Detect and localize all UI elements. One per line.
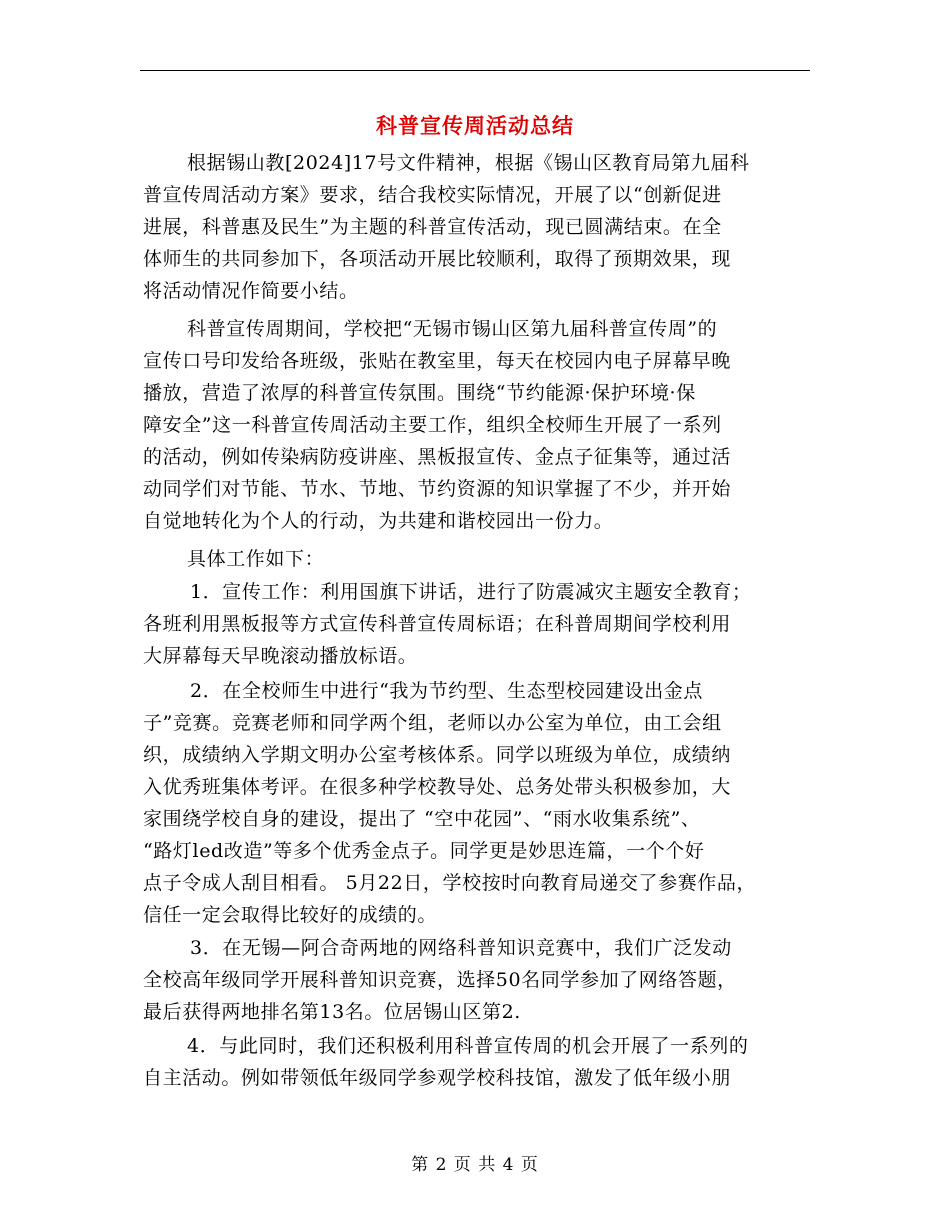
paragraph-line: “路灯led改造”等多个优秀金点子。同学更是妙思连篇，一个个好 [143,840,705,862]
paragraph-line: 播放，营造了浓厚的科普宣传氛围。围绕“节约能源·保护环境·保 [143,382,696,404]
paragraph-line: 将活动情况作简要小结。 [143,280,359,302]
paragraph-line: 普宣传周活动方案》要求，结合我校实际情况，开展了以“创新促进 [143,184,722,206]
paragraph-line: 科普宣传周期间，学校把“无锡市锡山区第九届科普宣传周”的 [187,318,718,340]
paragraph-line: 具体工作如下： [187,548,325,570]
paragraph-line: 障安全”这一科普宣传周活动主要工作，组织全校师生开展了一系列 [143,414,722,436]
paragraph-line: 全校高年级同学开展科普知识竞赛，选择50名同学参加了网络答题， [143,969,737,991]
paragraph-line: 信任一定会取得比较好的成绩的。 [143,904,438,926]
paragraph-line: 进展，科普惠及民生”为主题的科普宣传活动，现已圆满结束。在全 [143,216,722,238]
paragraph-line: 大屏幕每天早晚滚动播放标语。 [143,645,418,667]
page-number-footer: 第 2 页 共 4 页 [411,1155,539,1175]
paragraph-line: 自觉地转化为个人的行动，为共建和谐校园出一份力。 [143,510,614,532]
paragraph-line: 体师生的共同参加下，各项活动开展比较顺利，取得了预期效果，现 [143,248,732,270]
paragraph-line: 3．在无锡—阿合奇两地的网络科普知识竞赛中，我们广泛发动 [190,937,732,959]
paragraph-line: 的活动，例如传染病防疫讲座、黑板报宣传、金点子征集等，通过活 [143,446,732,468]
paragraph-line: 4．与此同时，我们还积极利用科普宣传周的机会开展了一系列的 [187,1035,749,1057]
paragraph-line: 最后获得两地排名第13名。位居锡山区第2. [143,1001,521,1023]
paragraph-line: 动同学们对节能、节水、节地、节约资源的知识掌握了不少，并开始 [143,478,732,500]
paragraph-line: 各班利用黑板报等方式宣传科普宣传周标语；在科普周期间学校利用 [143,613,732,635]
paragraph-line: 根据锡山教[2024]17号文件精神，根据《锡山区教育局第九届科 [187,152,750,174]
paragraph-line: 入优秀班集体考评。在很多种学校教导处、总务处带头积极参加，大 [143,776,732,798]
paragraph-line: 1．宣传工作：利用国旗下讲话，进行了防震减灾主题安全教育； [190,581,752,603]
paragraph-line: 织，成绩纳入学期文明办公室考核体系。同学以班级为单位，成绩纳 [143,744,732,766]
paragraph-line: 点子令成人刮目相看。 5月22日，学校按时向教育局递交了参赛作品， [143,872,757,894]
paragraph-line: 家围绕学校自身的建设，提出了 “空中花园”、“雨水收集系统”、 [143,808,701,830]
paragraph-line: 自主活动。例如带领低年级同学参观学校科技馆，激发了低年级小朋 [143,1067,732,1089]
document-title: 科普宣传周活动总结 [376,113,574,138]
paragraph-line: 子”竞赛。竞赛老师和同学两个组，老师以办公室为单位，由工会组 [143,712,722,734]
paragraph-line: 2．在全校师生中进行“我为节约型、生态型校园建设出金点 [190,680,704,702]
paragraph-line: 宣传口号印发给各班级，张贴在教室里，每天在校园内电子屏幕早晚 [143,350,732,372]
header-rule [140,70,810,71]
